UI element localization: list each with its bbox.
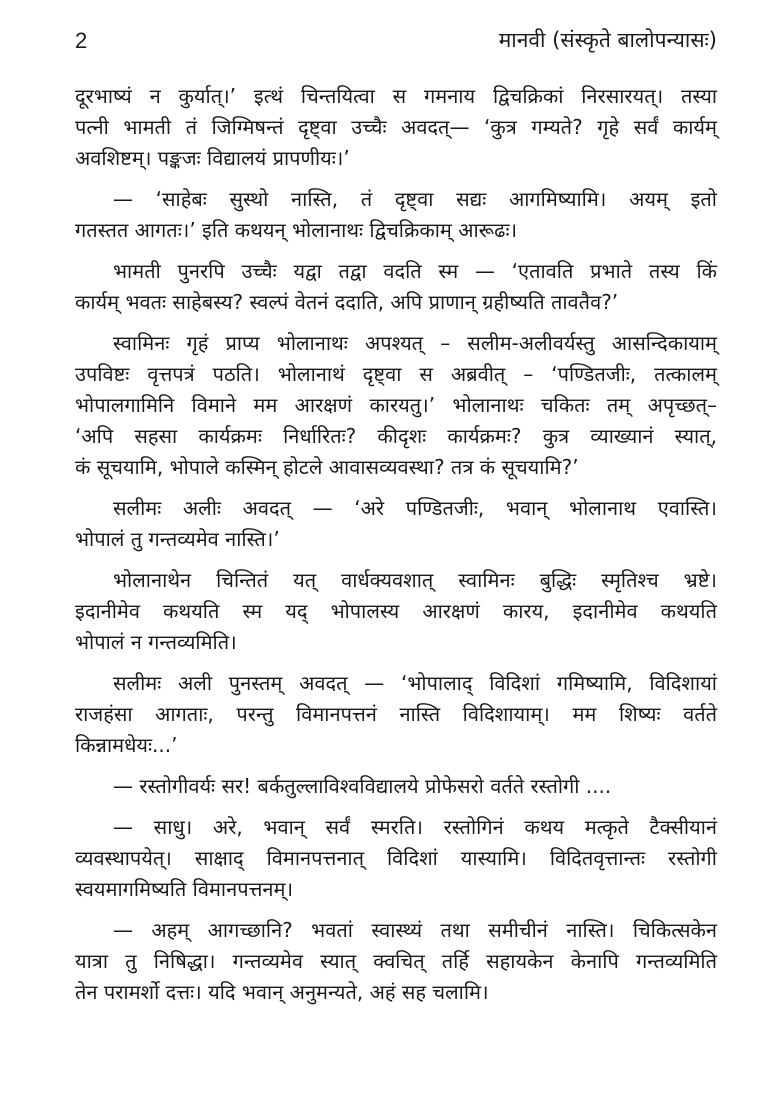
paragraph <box>75 328 717 483</box>
text-line: दूरभाष्यं न कुर्यात्।’ इत्थं चिन्तयित्वा स गमनाय द्विचक्रिकां निरसारयत्। तस्या <box>75 84 717 108</box>
text-line: सलीमः अली पुनस्तम् अवदत् — ‘भोपालाद् विदिशां गमिष्यामि, विदिशायां <box>113 671 717 695</box>
page-header <box>75 24 717 60</box>
text-line: इदानीमेव कथयति स्म यद् भोपालस्य आरक्षणं कारय, इदानीमेव कथयति <box>75 599 717 623</box>
text-line: — साधु। अरे, भवान् सर्वं स्मरति। रस्तोगिनं कथय मत्कृते टैक्सीयानं <box>113 815 717 839</box>
text-line: तेन परामर्शो दत्तः। यदि भवान् अनुमन्यते, अहं सह चलामि। <box>75 980 489 1004</box>
paragraph <box>75 668 717 761</box>
text-line: यात्रा तु निषिद्धा। गन्तव्यमेव स्यात् क्वचित् तर्हि सहायकेन केनापि गन्तव्यमिति <box>75 949 717 973</box>
text-line: गतस्तत आगतः।’ इति कथयन् भोलानाथः द्विचक्रिकाम् आरूढः। <box>75 218 518 242</box>
page-body <box>75 81 717 1018</box>
text-line: भोपालगामिनि विमाने मम आरक्षणं कारयतु।’ भोलानाथः चकितः तम् अपृच्छत्– <box>75 393 717 417</box>
text-line: किन्नामधेयः...’ <box>75 733 178 757</box>
text-line: भोलानाथेन चिन्तितं यत् वार्धक्यवशात् स्वामिनः बुद्धिः स्मृतिश्च भ्रष्टे। <box>113 568 717 592</box>
text-line: राजहंसा आगताः, परन्तु विमानपत्तनं नास्ति विदिशायाम्। मम शिष्यः वर्तते <box>75 702 717 726</box>
paragraph <box>75 812 717 905</box>
text-line: कं सूचयामि, भोपाले कस्मिन् होटले आवासव्यवस्था? तत्र कं सूचयामि?’ <box>75 455 579 479</box>
text-line: — अहम् आगच्छानि? भवतां स्वास्थ्यं तथा समीचीनं नास्ति। चिकित्सकेन <box>113 918 717 942</box>
text-line: अवशिष्टम्। पङ्कजः विद्यालयं प्रापणीयः।’ <box>75 146 350 170</box>
text-line: — रस्तोगीवर्यः सर! बर्कतुल्लाविश्वविद्यालये प्रोफेसरो वर्तते रस्तोगी .... <box>113 774 612 798</box>
running-title: मानवी (संस्कृते बालोपन्यासः) <box>498 28 717 52</box>
text-line: ‘अपि सहसा कार्यक्रमः निर्धारितः? कीदृशः कार्यक्रमः? कुत्र व्याख्यानं स्यात्, <box>75 424 717 448</box>
text-line: सलीमः अलीः अवदत् — ‘अरे पण्डितजीः, भवान् भोलानाथ एवास्ति। <box>113 496 717 520</box>
text-line: भोपालं तु गन्तव्यमेव नास्ति।’ <box>75 527 280 551</box>
text-line: — ‘साहेबः सुस्थो नास्ति, तं दृष्ट्वा सद्यः आगमिष्यामि। अयम् इतो <box>113 187 717 211</box>
paragraph <box>75 256 717 318</box>
text-line: उपविष्टः वृत्तपत्रं पठति। भोलानाथं दृष्ट्वा स अब्रवीत् – ‘पण्डितजीः, तत्कालम् <box>75 362 717 386</box>
paragraph <box>75 565 717 658</box>
paragraph <box>75 493 717 555</box>
page-number: 2 <box>75 28 88 53</box>
paragraph <box>75 771 717 802</box>
text-line: भामती पुनरपि उच्चैः यद्वा तद्वा वदति स्म — ‘एतावति प्रभाते तस्य किं <box>113 259 717 283</box>
text-line: व्यवस्थापयेत्। साक्षाद् विमानपत्तनात् विदिशां यास्यामि। विदितवृत्तान्तः रस्तोगी <box>75 846 717 870</box>
text-line: पत्नी भामती तं जिग्मिषन्तं दृष्ट्वा उच्चैः अवदत्— ‘कुत्र गम्यते? गृहे सर्वं कार्यम् <box>75 115 717 139</box>
text-line: भोपालं न गन्तव्यमिति। <box>75 630 237 654</box>
text-line: स्वामिनः गृहं प्राप्य भोलानाथः अपश्यत् – सलीम-अलीवर्यस्तु आसन्दिकायाम् <box>113 331 717 355</box>
text-line: स्वयमागमिष्यति विमानपत्तनम्। <box>75 877 294 901</box>
text-line: कार्यम् भवतः साहेबस्य? स्वल्पं वेतनं ददाति, अपि प्राणान् ग्रहीष्यति तावतैव?’ <box>75 290 619 314</box>
paragraph <box>75 915 717 1008</box>
paragraph <box>75 81 717 174</box>
paragraph <box>75 184 717 246</box>
